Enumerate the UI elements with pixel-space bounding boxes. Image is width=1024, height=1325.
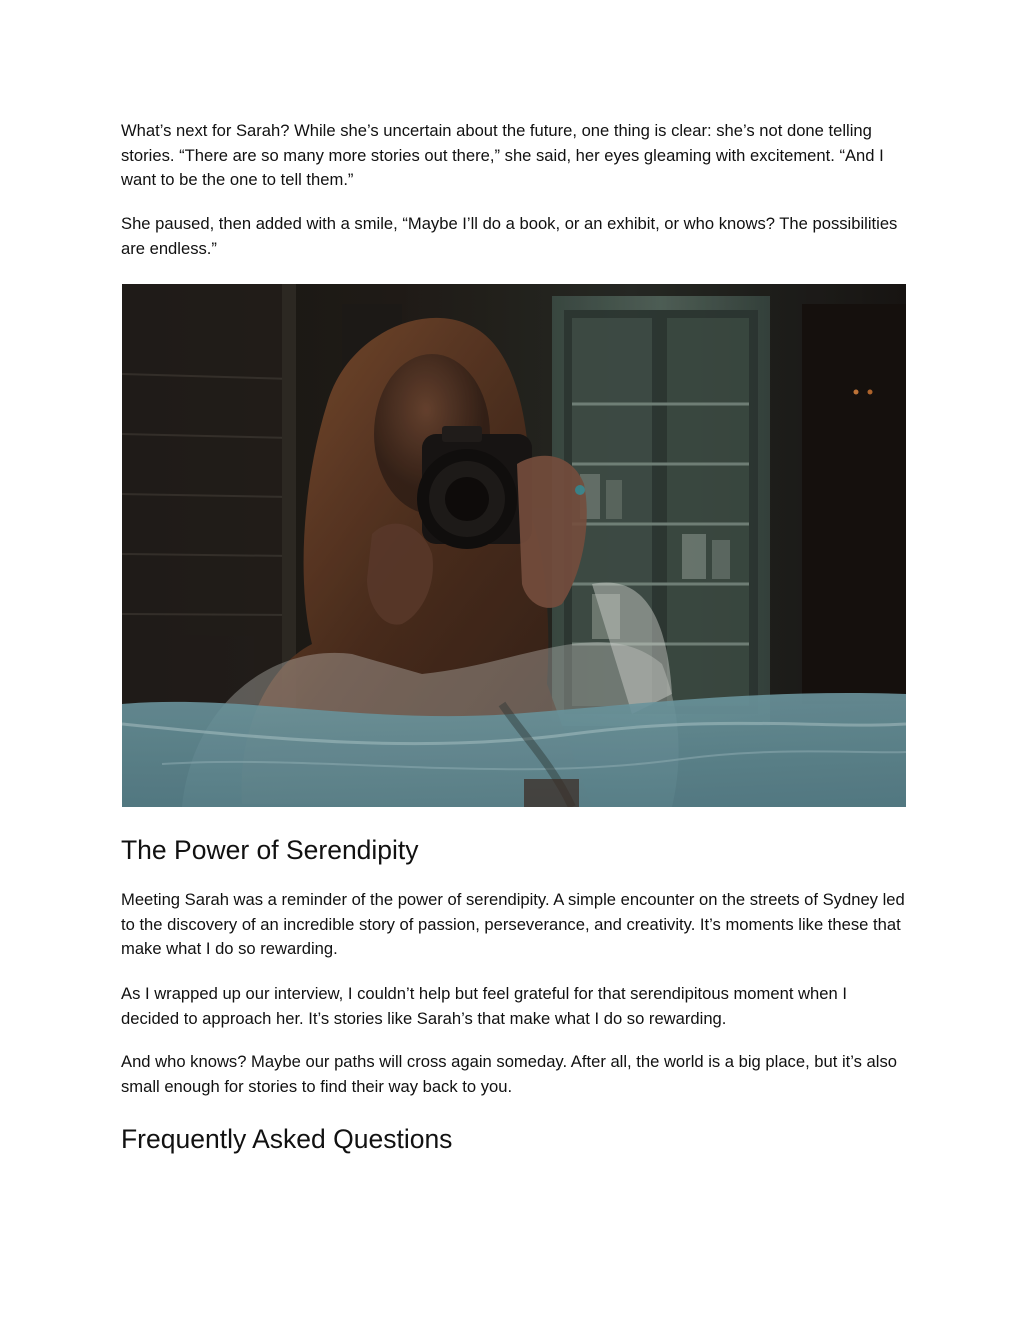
faq-heading: Frequently Asked Questions [121, 1124, 453, 1154]
serendipity-heading: The Power of Serendipity [121, 835, 419, 865]
serendipity-paragraph-paths: And who knows? Maybe our paths will cross again someday. After all, the world is a big place, but it’s also small enough for stories to find their way back to you. [121, 1052, 897, 1096]
woman-with-camera-photo [122, 284, 906, 807]
serendipity-paragraph-encounter: Meeting Sarah was a reminder of the power of serendipity. A simple encounter on the streets of Sydney led to the discovery of an incredible story of passion, perseverance, and creativity. It’s moments like these that make what I do so rewarding. [121, 890, 905, 958]
intro-paragraph-future: What’s next for Sarah? While she’s uncertain about the future, one thing is clear: she’s not done telling stories. “There are so many more stories out there,” she said, her eyes gleaming with excitement. “And I want to be the one to tell them.” [121, 121, 884, 189]
photo-illustration [122, 284, 906, 807]
intro-paragraph-possibilities: She paused, then added with a smile, “Maybe I’ll do a book, or an exhibit, or who knows? The possibilities are endless.” [121, 214, 898, 258]
serendipity-paragraph-grateful: As I wrapped up our interview, I couldn’t help but feel grateful for that serendipitous moment when I decided to approach her. It’s stories like Sarah’s that make what I do so rewarding. [121, 984, 847, 1028]
